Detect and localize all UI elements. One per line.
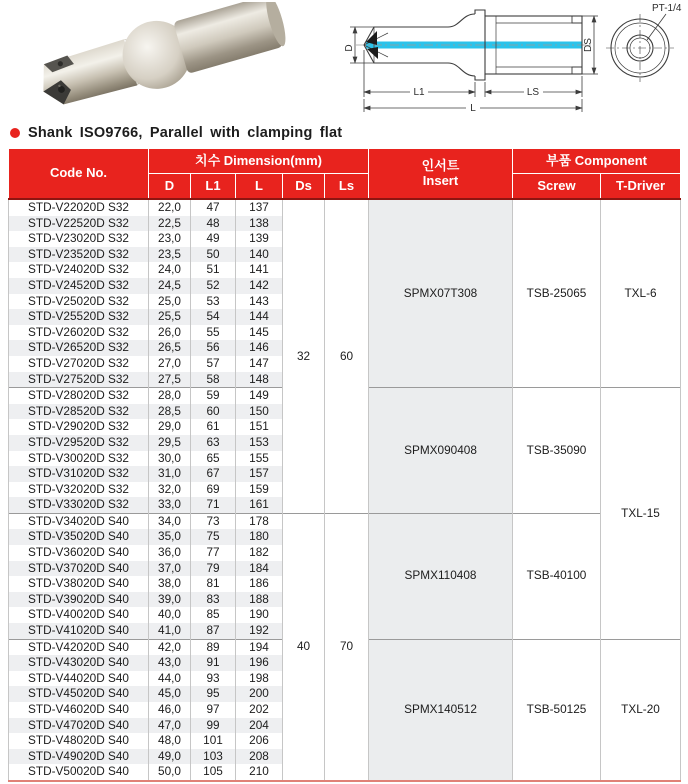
l1-cell: 49 [191,231,236,247]
l-cell: 186 [236,576,283,592]
l1-cell: 101 [191,733,236,749]
col-header-d: D [149,174,191,200]
code-cell: STD-V24520D S32 [9,278,149,294]
d-cell: 33,0 [149,497,191,513]
code-cell: STD-V29520D S32 [9,435,149,451]
table-row [9,513,681,529]
code-cell: STD-V36020D S40 [9,545,149,561]
code-cell: STD-V31020D S32 [9,466,149,482]
code-cell: STD-V23520D S32 [9,247,149,263]
d-cell: 45,0 [149,686,191,702]
l-cell: 159 [236,482,283,498]
l1-cell: 59 [191,388,236,404]
table-row [9,199,681,216]
tdriver-cell: TXL-6 [601,199,681,388]
d-cell: 40,0 [149,607,191,623]
l-cell: 148 [236,372,283,388]
code-cell: STD-V43020D S40 [9,655,149,671]
ds-cell: 32 [283,199,325,513]
label-l: L [470,103,476,114]
col-header-insert [369,149,513,200]
code-cell: STD-V33020D S32 [9,497,149,513]
l-cell: 142 [236,278,283,294]
header-row-1 [9,149,681,174]
code-cell: STD-V34020D S40 [9,513,149,529]
l-cell: 153 [236,435,283,451]
d-cell: 38,0 [149,576,191,592]
d-cell: 27,0 [149,356,191,372]
d-cell: 30,0 [149,451,191,467]
l1-cell: 75 [191,529,236,545]
code-cell: STD-V26520D S32 [9,340,149,356]
label-thread: PT-1/4 [652,3,682,14]
l1-cell: 91 [191,655,236,671]
table-body [9,199,681,781]
code-cell: STD-V37020D S40 [9,561,149,577]
insert-cell: SPMX090408 [369,388,513,514]
col-header-ds: Ds [283,174,325,200]
col-header-insert-ko: 인서트 [421,157,460,173]
l-cell: 208 [236,749,283,765]
d-cell: 42,0 [149,639,191,655]
code-cell: STD-V32020D S32 [9,482,149,498]
l1-cell: 97 [191,702,236,718]
l-cell: 204 [236,718,283,734]
col-header-insert-en: Insert [422,172,459,188]
code-cell: STD-V25520D S32 [9,309,149,325]
d-cell: 29,5 [149,435,191,451]
col-header-ls: Ls [325,174,369,200]
code-cell: STD-V47020D S40 [9,718,149,734]
l1-cell: 58 [191,372,236,388]
l1-cell: 52 [191,278,236,294]
l1-cell: 56 [191,340,236,356]
l1-cell: 53 [191,294,236,310]
d-cell: 47,0 [149,718,191,734]
l1-cell: 85 [191,607,236,623]
screw-cell: TSB-35090 [513,388,601,514]
l-cell: 151 [236,419,283,435]
d-cell: 29,0 [149,419,191,435]
d-cell: 28,0 [149,388,191,404]
table-header [9,149,681,200]
l-cell: 144 [236,309,283,325]
label-l1: L1 [413,87,425,98]
d-cell: 22,5 [149,216,191,232]
code-cell: STD-V40020D S40 [9,607,149,623]
d-cell: 26,5 [149,340,191,356]
d-cell: 50,0 [149,764,191,781]
col-header-dimension-group: 치수 Dimension(mm) [149,149,369,174]
l1-cell: 67 [191,466,236,482]
l-cell: 184 [236,561,283,577]
code-cell: STD-V49020D S40 [9,749,149,765]
code-cell: STD-V45020D S40 [9,686,149,702]
l-cell: 194 [236,639,283,655]
label-d: D [344,44,355,52]
code-cell: STD-V30020D S32 [9,451,149,467]
l1-cell: 83 [191,592,236,608]
d-cell: 31,0 [149,466,191,482]
l1-cell: 47 [191,199,236,216]
d-cell: 44,0 [149,671,191,687]
code-cell: STD-V38020D S40 [9,576,149,592]
d-cell: 24,0 [149,262,191,278]
code-cell: STD-V26020D S32 [9,325,149,341]
code-cell: STD-V22020D S32 [9,199,149,216]
l1-cell: 65 [191,451,236,467]
code-cell: STD-V29020D S32 [9,419,149,435]
dimension-diagram [344,0,688,123]
l-cell: 180 [236,529,283,545]
ls-cell: 60 [325,199,369,513]
screw-cell: TSB-40100 [513,513,601,639]
code-cell: STD-V50020D S40 [9,764,149,781]
l-cell: 150 [236,404,283,420]
l-cell: 206 [236,733,283,749]
code-cell: STD-V28020D S32 [9,388,149,404]
l-cell: 190 [236,607,283,623]
d-cell: 27,5 [149,372,191,388]
l1-cell: 50 [191,247,236,263]
l-cell: 155 [236,451,283,467]
d-cell: 25,0 [149,294,191,310]
code-cell: STD-V39020D S40 [9,592,149,608]
label-ds: DS [583,38,594,52]
d-cell: 34,0 [149,513,191,529]
l1-cell: 61 [191,419,236,435]
ls-cell: 70 [325,513,369,781]
l-cell: 161 [236,497,283,513]
code-cell: STD-V23020D S32 [9,231,149,247]
code-cell: STD-V41020D S40 [9,623,149,639]
d-cell: 24,5 [149,278,191,294]
l-cell: 196 [236,655,283,671]
screw-cell: TSB-50125 [513,639,601,781]
d-cell: 37,0 [149,561,191,577]
insert-cell: SPMX140512 [369,639,513,781]
section-title [10,122,688,144]
l1-cell: 73 [191,513,236,529]
l-cell: 138 [236,216,283,232]
d-cell: 28,5 [149,404,191,420]
l-cell: 145 [236,325,283,341]
l-cell: 178 [236,513,283,529]
l-cell: 192 [236,623,283,639]
screw-cell: TSB-25065 [513,199,601,388]
code-cell: STD-V28520D S32 [9,404,149,420]
l-cell: 140 [236,247,283,263]
code-cell: STD-V27520D S32 [9,372,149,388]
l1-cell: 87 [191,623,236,639]
d-cell: 48,0 [149,733,191,749]
d-cell: 46,0 [149,702,191,718]
l-cell: 137 [236,199,283,216]
l1-cell: 103 [191,749,236,765]
l1-cell: 51 [191,262,236,278]
l1-cell: 77 [191,545,236,561]
d-cell: 32,0 [149,482,191,498]
l1-cell: 95 [191,686,236,702]
col-header-component-group: 부품 Component [513,149,681,174]
l1-cell: 69 [191,482,236,498]
l-cell: 188 [236,592,283,608]
d-cell: 23,5 [149,247,191,263]
l1-cell: 89 [191,639,236,655]
l1-cell: 105 [191,764,236,781]
dimension-table [8,148,681,782]
l1-cell: 55 [191,325,236,341]
top-section [0,0,688,118]
tdriver-cell: TXL-15 [601,388,681,640]
l-cell: 147 [236,356,283,372]
l1-cell: 54 [191,309,236,325]
d-cell: 35,0 [149,529,191,545]
l-cell: 143 [236,294,283,310]
d-cell: 36,0 [149,545,191,561]
l-cell: 141 [236,262,283,278]
code-cell: STD-V25020D S32 [9,294,149,310]
code-cell: STD-V42020D S40 [9,639,149,655]
l-cell: 139 [236,231,283,247]
l1-cell: 57 [191,356,236,372]
insert-cell: SPMX110408 [369,513,513,639]
l1-cell: 71 [191,497,236,513]
insert-cell: SPMX07T308 [369,199,513,388]
red-bullet-icon [10,128,20,138]
d-cell: 23,0 [149,231,191,247]
d-cell: 22,0 [149,199,191,216]
drill-photo-illustration [18,2,340,118]
l1-cell: 63 [191,435,236,451]
d-cell: 43,0 [149,655,191,671]
code-cell: STD-V44020D S40 [9,671,149,687]
col-header-screw: Screw [513,174,601,200]
d-cell: 49,0 [149,749,191,765]
d-cell: 41,0 [149,623,191,639]
l-cell: 157 [236,466,283,482]
l-cell: 202 [236,702,283,718]
code-cell: STD-V46020D S40 [9,702,149,718]
col-header-l: L [236,174,283,200]
l1-cell: 79 [191,561,236,577]
drill-end-view [606,14,674,82]
code-cell: STD-V35020D S40 [9,529,149,545]
l-cell: 182 [236,545,283,561]
l1-cell: 93 [191,671,236,687]
label-ls: LS [526,87,540,98]
l1-cell: 99 [191,718,236,734]
code-cell: STD-V24020D S32 [9,262,149,278]
code-cell: STD-V48020D S40 [9,733,149,749]
code-cell: STD-V27020D S32 [9,356,149,372]
ds-cell: 40 [283,513,325,781]
tdriver-cell: TXL-20 [601,639,681,781]
col-header-code: Code No. [9,149,149,200]
l-cell: 146 [236,340,283,356]
l-cell: 210 [236,764,283,781]
col-header-l1: L1 [191,174,236,200]
product-photo [18,2,340,123]
code-cell: STD-V22520D S32 [9,216,149,232]
col-header-tdriver: T-Driver [601,174,681,200]
d-cell: 25,5 [149,309,191,325]
l1-cell: 60 [191,404,236,420]
d-cell: 39,0 [149,592,191,608]
l-cell: 149 [236,388,283,404]
page-title: Shank ISO9766, Parallel with clamping flat [28,125,343,141]
l1-cell: 81 [191,576,236,592]
l1-cell: 48 [191,216,236,232]
l-cell: 200 [236,686,283,702]
l-cell: 198 [236,671,283,687]
d-cell: 26,0 [149,325,191,341]
